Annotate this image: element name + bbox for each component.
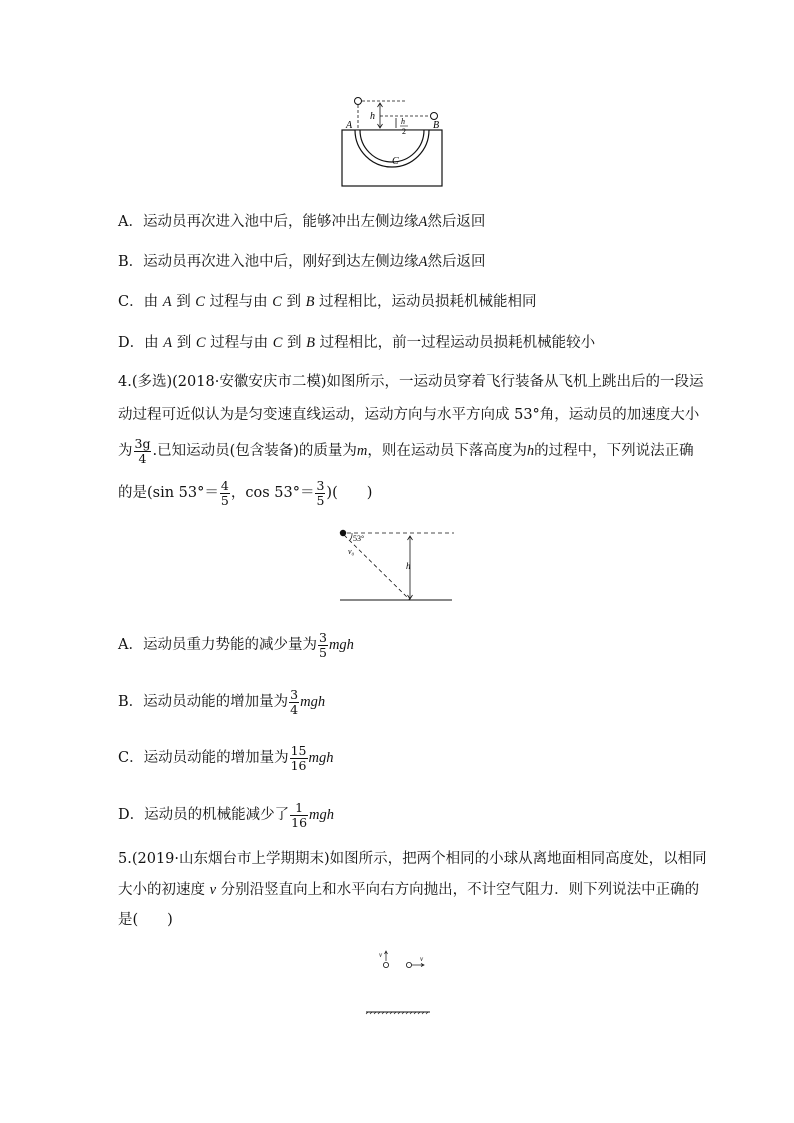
q5-stem-line2: 大小的初速度 v 分别沿竖直向上和水平向右方向抛出，不计空气阻力．则下列说法中正确的 [118,882,700,898]
angle-label: 53° [353,534,365,543]
v0-label: v₀ [348,547,355,556]
fraction-4-5: $\frac{4}{5}$ [220,477,229,508]
q3-option-a: A．运动员再次进入池中后，能够冲出左侧边缘A然后返回 [118,214,486,230]
label-B: B [433,120,440,131]
q4-stem-line4: 的是(sin 53°＝ $\frac{4}{5}$ ，cos 53°＝ $\frac{3}{5}$ )( ) [118,477,373,508]
q4-option-b: B．运动员动能的增加量为 $\frac{3}{4}$ mgh [118,686,326,717]
label-h: h [370,111,375,122]
two-balls-figure [360,948,436,1020]
q4-stem-line1: 4.(多选)(2018·安徽安庆市二模)如图所示，一运动员穿着飞行装备从飞机上跳出后的一段运 [118,374,704,390]
q5-stem-line1: 5.(2019·山东烟台市上学期期末)如图所示，把两个相同的小球从离地面相同高度处，以相同 [118,851,707,867]
fraction-3g-4: $\frac{3g}{4}$ [134,435,151,466]
v-right-label: v [420,955,424,963]
q3-option-d: D．由 A 到 C 过程与由 C 到 B 过程相比，前一过程运动员损耗机械能较小 [118,335,596,351]
q4-stem-line2: 动过程可近似认为是匀变速直线运动，运动方向与水平方向成 53°角，运动员的加速度大小 [118,407,700,423]
q4-option-a: A．运动员重力势能的减少量为 $\frac{3}{5}$ mgh [118,629,354,660]
q4-option-c: C．运动员动能的增加量为 $\frac{15}{16}$ mgh [118,742,334,773]
label-C: C [392,156,399,167]
q5-stem-line3: 是( ) [118,912,173,928]
q3-option-b: B．运动员再次进入池中后，刚好到达左侧边缘A然后返回 [118,254,486,270]
label-h-half-num: h [401,117,405,126]
v-up-label: v [379,951,383,959]
q4-stem-line3: 为 $\frac{3g}{4}$ .已知运动员(包含装备)的质量为m，则在运动员下落高度为h的过程中，下列说法正确 [118,435,694,466]
q3-option-c: C．由 A 到 C 过程与由 C 到 B 过程相比，运动员损耗机械能相同 [118,294,537,310]
halfpipe-figure [330,92,460,190]
label-A: A [346,120,353,131]
label-h-half-den: 2 [402,127,406,136]
h-label: h [406,561,411,571]
fraction-3-5: $\frac{3}{5}$ [316,477,325,508]
skydiver-figure [334,524,458,604]
q4-option-d: D．运动员的机械能减少了 $\frac{1}{16}$ mgh [118,799,335,830]
